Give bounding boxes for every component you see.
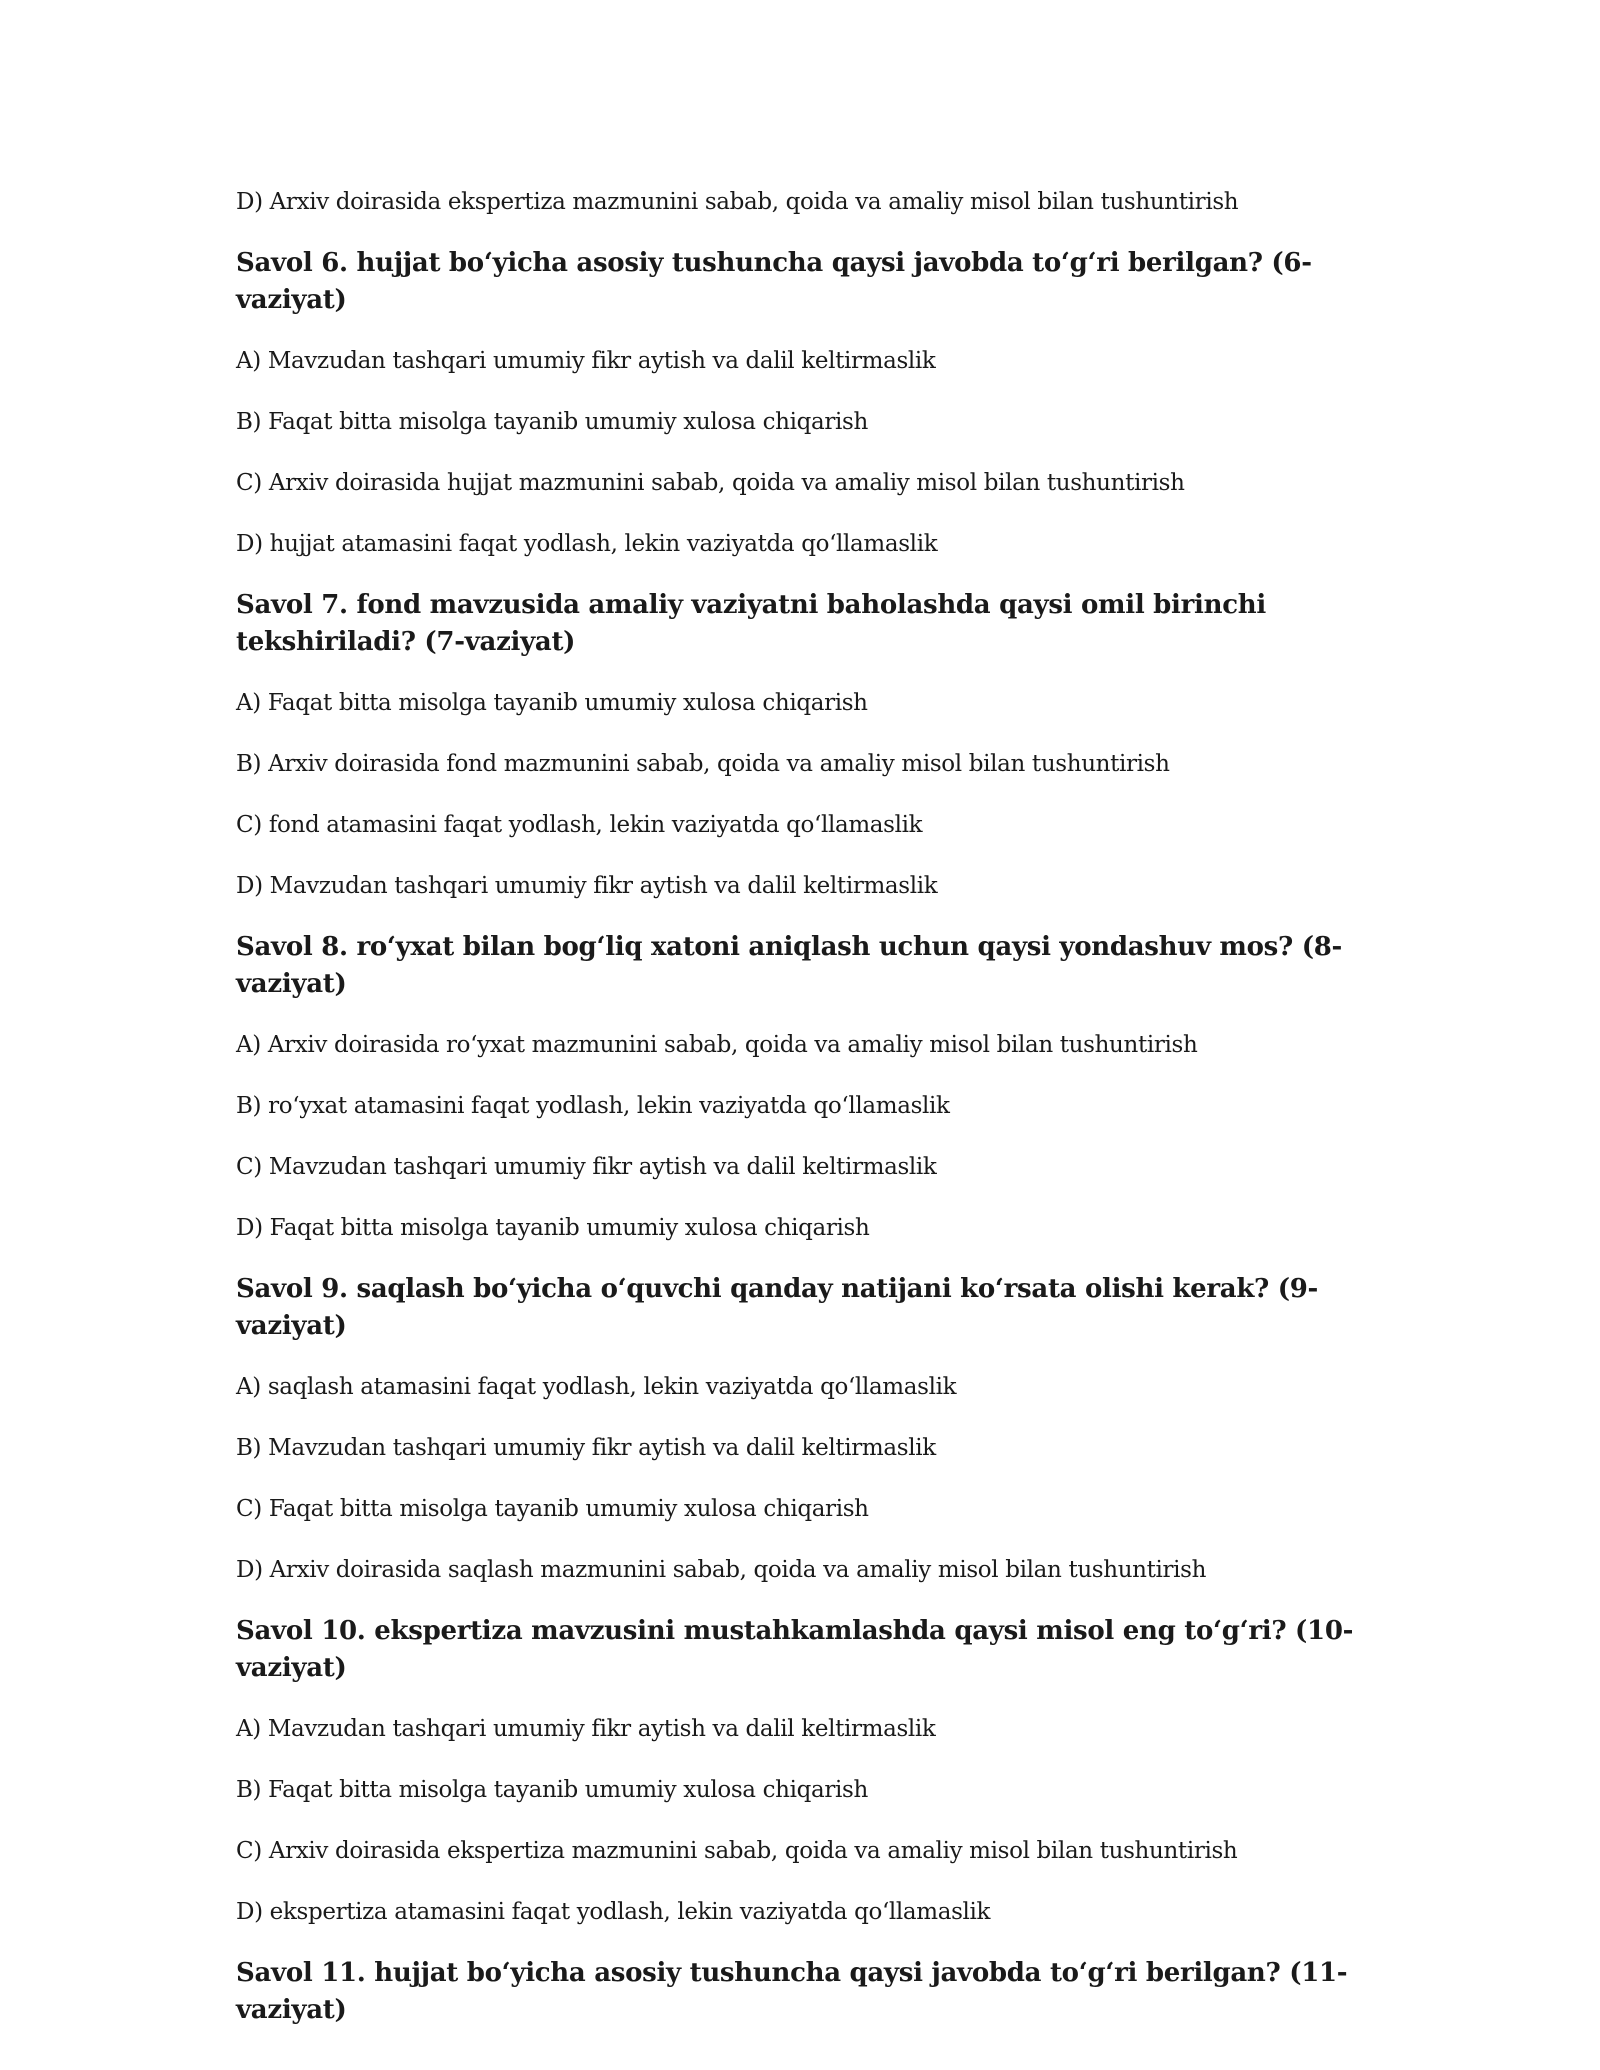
question-title: Savol 10. ekspertiza mavzusini mustahkamlashda qaysi misol eng to‘g‘ri? (10-vaziyat) bbox=[236, 1616, 1354, 1683]
question-title: Savol 6. hujjat bo‘yicha asosiy tushuncha qaysi javobda to‘g‘ri berilgan? (6-vaziyat) bbox=[236, 248, 1312, 315]
question-title: Savol 9. saqlash bo‘yicha o‘quvchi qanday natijani ko‘rsata olishi kerak? (9-vaziyat) bbox=[236, 1274, 1319, 1341]
answer-option: A) Mavzudan tashqari umumiy fikr aytish va dalil keltirmaslik bbox=[236, 348, 936, 374]
answer-option: B) Faqat bitta misolga tayanib umumiy xulosa chiqarish bbox=[236, 1777, 868, 1803]
answer-option: C) Arxiv doirasida ekspertiza mazmunini sabab, qoida va amaliy misol bilan tushuntirish bbox=[236, 1838, 1238, 1864]
answer-option: D) Arxiv doirasida ekspertiza mazmunini sabab, qoida va amaliy misol bilan tushuntirish bbox=[236, 189, 1239, 215]
answer-option: D) Mavzudan tashqari umumiy fikr aytish va dalil keltirmaslik bbox=[236, 873, 938, 899]
answer-option: A) Mavzudan tashqari umumiy fikr aytish va dalil keltirmaslik bbox=[236, 1716, 936, 1742]
question-block bbox=[236, 929, 1376, 1246]
question-title: Savol 8. ro‘yxat bilan bog‘liq xatoni aniqlash uchun qaysi yondashuv mos? (8-vaziyat) bbox=[236, 932, 1342, 999]
answer-option: B) Arxiv doirasida fond mazmunini sabab, qoida va amaliy misol bilan tushuntirish bbox=[236, 751, 1170, 777]
answer-option: B) Mavzudan tashqari umumiy fikr aytish va dalil keltirmaslik bbox=[236, 1435, 936, 1461]
answer-option: C) Mavzudan tashqari umumiy fikr aytish va dalil keltirmaslik bbox=[236, 1154, 937, 1180]
answer-option: A) Faqat bitta misolga tayanib umumiy xulosa chiqarish bbox=[236, 690, 868, 716]
answer-option: D) ekspertiza atamasini faqat yodlash, lekin vaziyatda qo‘llamaslik bbox=[236, 1899, 991, 1925]
question-block bbox=[236, 1613, 1376, 1930]
question-title: Savol 11. hujjat bo‘yicha asosiy tushuncha qaysi javobda to‘g‘ri berilgan? (11-vaziyat) bbox=[236, 1958, 1348, 2025]
answer-option: D) Faqat bitta misolga tayanib umumiy xulosa chiqarish bbox=[236, 1215, 870, 1241]
question-block bbox=[236, 1271, 1376, 1588]
document-page bbox=[236, 184, 1376, 2053]
answer-option: C) Arxiv doirasida hujjat mazmunini sabab, qoida va amaliy misol bilan tushuntirish bbox=[236, 470, 1185, 496]
answer-option: D) Arxiv doirasida saqlash mazmunini sabab, qoida va amaliy misol bilan tushuntirish bbox=[236, 1557, 1207, 1583]
answer-option: A) saqlash atamasini faqat yodlash, lekin vaziyatda qo‘llamaslik bbox=[236, 1374, 957, 1400]
question-block bbox=[236, 1955, 1376, 2029]
answer-option: C) fond atamasini faqat yodlash, lekin vaziyatda qo‘llamaslik bbox=[236, 812, 923, 838]
answer-option: B) ro‘yxat atamasini faqat yodlash, lekin vaziyatda qo‘llamaslik bbox=[236, 1093, 950, 1119]
question-block bbox=[236, 245, 1376, 562]
question-block bbox=[236, 587, 1376, 904]
answer-option: A) Arxiv doirasida ro‘yxat mazmunini sabab, qoida va amaliy misol bilan tushuntirish bbox=[236, 1032, 1198, 1058]
answer-option: C) Faqat bitta misolga tayanib umumiy xulosa chiqarish bbox=[236, 1496, 869, 1522]
answer-option: B) Faqat bitta misolga tayanib umumiy xulosa chiqarish bbox=[236, 409, 868, 435]
answer-option: D) hujjat atamasini faqat yodlash, lekin vaziyatda qo‘llamaslik bbox=[236, 531, 938, 557]
question-title: Savol 7. fond mavzusida amaliy vaziyatni baholashda qaysi omil birinchi tekshiriladi? (7-vaziyat) bbox=[236, 590, 1266, 657]
